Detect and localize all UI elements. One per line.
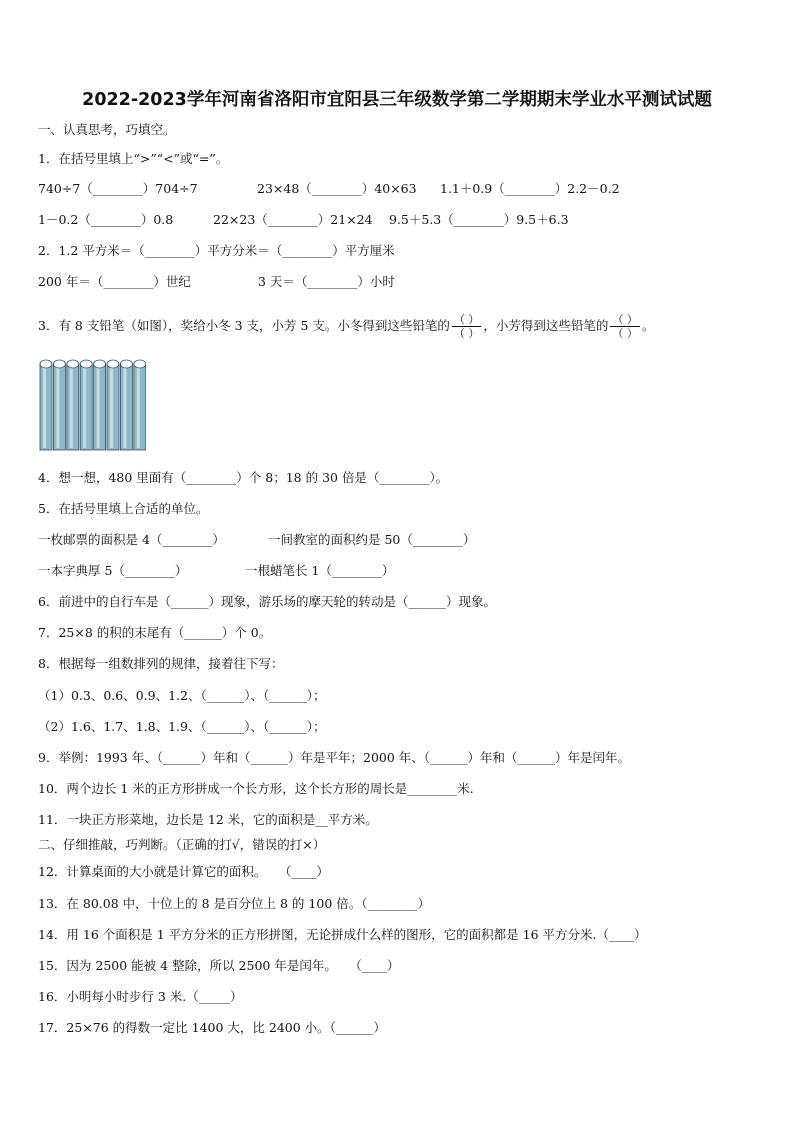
- question-5-item: 一枚邮票的面积是 4（________）: [38, 532, 225, 547]
- pencil: [107, 360, 119, 450]
- question-12: 12．计算桌面的大小就是计算它的面积。 （____）: [38, 864, 329, 879]
- pencil: [67, 360, 79, 450]
- pencils-illustration: [38, 358, 146, 452]
- question-1-item: 740÷7（________）704÷7: [38, 181, 198, 196]
- question-1-item: 23×48（________）40×63: [257, 181, 417, 196]
- question-14: 14．用 16 个面积是 1 平方分米的正方形拼图，无论拼成什么样的图形，它的面积都是 16 平方分米.（____）: [38, 927, 647, 942]
- question-3-text: 。: [641, 318, 655, 333]
- question-2-line: 2．1.2 平方米＝（________）平方分米＝（________）平方厘米: [38, 243, 395, 258]
- question-15: 15．因为 2500 能被 4 整除，所以 2500 年是闰年。 （____）: [38, 958, 400, 973]
- question-3-line: [38, 313, 654, 340]
- pencil: [134, 360, 146, 450]
- question-1-prompt: 1．在括号里填上“>”“<”或“=”。: [38, 151, 229, 166]
- section-heading-2: 二、仔细推敲，巧判断。（正确的打√，错误的打×）: [38, 837, 326, 852]
- question-13: 13．在 80.08 中，十位上的 8 是百分位上 8 的 100 倍。（________）: [38, 896, 430, 911]
- question-4: 4．想一想，480 里面有（________）个 8；18 的 30 倍是（________）。: [38, 470, 449, 485]
- question-3-text: ，小芳得到这些铅笔的: [483, 318, 609, 333]
- question-7: 7．25×8 的积的末尾有（______）个 0。: [38, 625, 272, 640]
- question-8-prompt: 8．根据每一组数排列的规律，接着往下写：: [38, 656, 284, 671]
- question-5-item: 一间教室的面积约是 50（________）: [268, 532, 476, 547]
- question-6: 6．前进中的自行车是（______）现象，游乐场的摩天轮的转动是（______）现象。: [38, 594, 496, 609]
- pencil: [80, 360, 92, 450]
- question-10: 10．两个边长 1 米的正方形拼成一个长方形，这个长方形的周长是________米.: [38, 781, 474, 796]
- question-9: 9．举例：1993 年、（______）年和（______）年是平年；2000 年、（______）年和（______）年是闰年。: [38, 750, 631, 765]
- pencil: [53, 360, 65, 450]
- pencil: [120, 360, 132, 450]
- section-heading-1: 一、认真思考，巧填空。: [38, 122, 176, 137]
- question-1-item: 1－0.2（________）0.8: [38, 212, 174, 227]
- question-8-row: （2）1.6、1.7、1.8、1.9、（______）、（______）；: [38, 719, 326, 734]
- fraction-blank: $\frac{( )}{( )}$: [453, 313, 480, 340]
- question-5-item: 一本字典厚 5（________）: [38, 563, 188, 578]
- question-2-item: 200 年＝（________）世纪: [38, 274, 191, 289]
- page-title: 2022-2023学年河南省洛阳市宜阳县三年级数学第二学期期末学业水平测试试题: [82, 90, 712, 110]
- fraction-blank: $\frac{( )}{( )}$: [612, 313, 638, 340]
- question-11: 11．一块正方形菜地，边长是 12 米，它的面积是__平方米。: [38, 812, 378, 827]
- question-3-text: 3．有 8 支铅笔（如图），奖给小冬 3 支，小芳 5 支。小冬得到这些铅笔的: [38, 318, 450, 333]
- question-17: 17．25×76 的得数一定比 1400 大，比 2400 小。（______）: [38, 1020, 386, 1035]
- question-16: 16．小明每小时步行 3 米.（_____）: [38, 989, 243, 1004]
- pencil: [40, 360, 52, 450]
- question-1-item: 1.1＋0.9（________）2.2－0.2: [440, 181, 620, 196]
- question-8-row: （1）0.3、0.6、0.9、1.2、（______）、（______）；: [38, 688, 326, 703]
- question-5-prompt: 5．在括号里填上合适的单位。: [38, 501, 209, 516]
- question-5-item: 一根蜡笔长 1（________）: [245, 563, 395, 578]
- question-1-item: 22×23（________）21×24: [213, 212, 373, 227]
- pencil: [94, 360, 106, 450]
- question-1-item: 9.5＋5.3（________）9.5＋6.3: [389, 212, 569, 227]
- question-2-item: 3 天＝（________）小时: [258, 274, 395, 289]
